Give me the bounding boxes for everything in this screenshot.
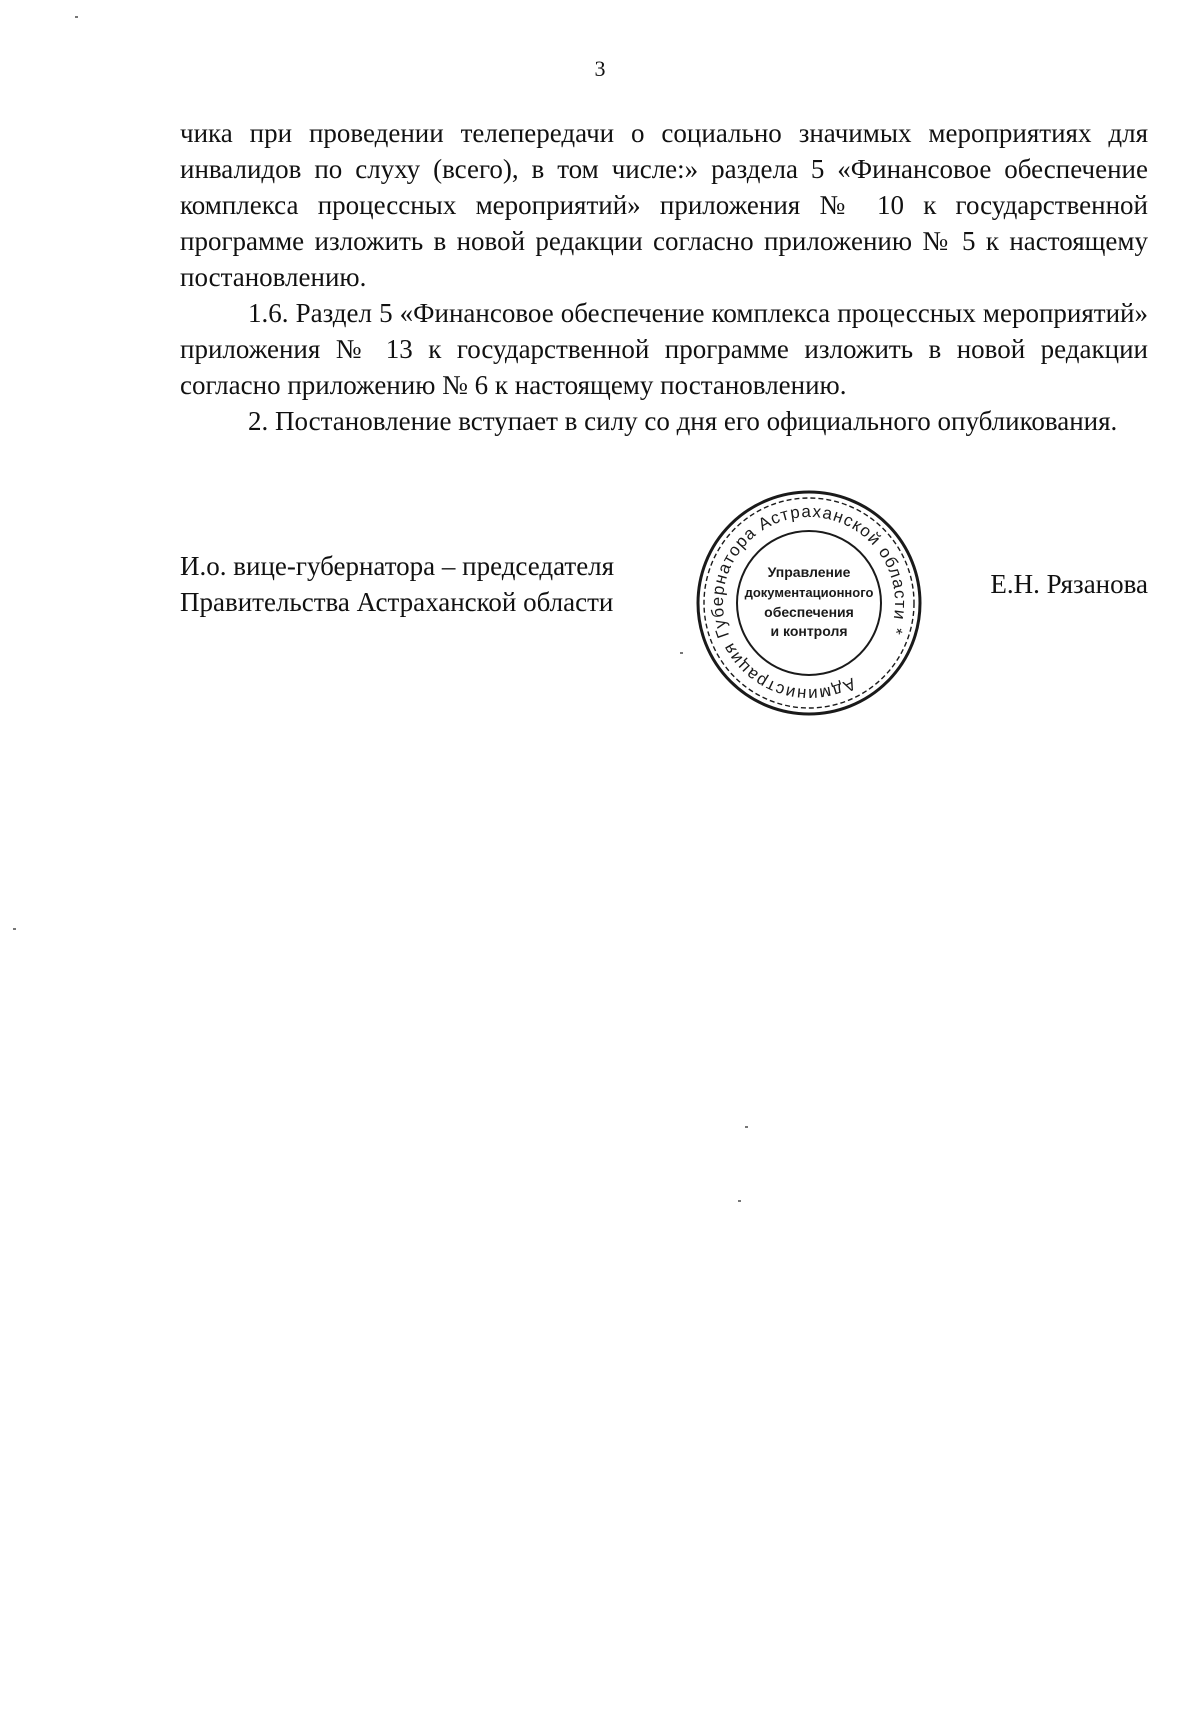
seal-ring-textpath: Администрация Губернатора Астраханской области * — [707, 501, 911, 705]
signature-position — [180, 548, 614, 620]
seal-center-line-2: документационного — [744, 585, 874, 600]
seal-inner-ring — [737, 531, 881, 675]
document-body — [180, 115, 1148, 439]
signature-name: Е.Н. Рязанова — [990, 569, 1148, 599]
signature-position-line-1: И.о. вице-губернатора – председателя — [180, 551, 615, 581]
paragraph-continuation: чика при проведении телепередачи о социально значимых мероприятиях для инвалидов по слуху (всего), в том числе:» раздела 5 «Финансовое обеспечение комплекса процессных мероприятий» приложения № 10 к государственной программе изложить в новой редакции согласно приложению № 5 к настоящему постановлению. — [180, 118, 1148, 292]
scan-speck — [680, 652, 683, 654]
paragraph-2: 2. Постановление вступает в силу со дня его официального опубликования. — [248, 406, 1118, 436]
seal-center-line-4: и контроля — [770, 623, 848, 639]
seal-second-ring — [704, 498, 914, 708]
seal-outer-ring — [698, 492, 920, 714]
scan-speck — [738, 1200, 741, 1202]
official-seal — [694, 488, 924, 718]
seal-center-line-3: обеспечения — [764, 604, 854, 620]
scan-speck — [13, 928, 16, 930]
paragraph-1-6: 1.6. Раздел 5 «Финансовое обеспечение комплекса процессных мероприятий» приложения № 13 к государственной программе изложить в новой редакции согласно приложению № 6 к настоящему постановлению. — [180, 298, 1148, 400]
signature-position-line-2: Правительства Астраханской области — [180, 587, 614, 617]
seal-ring-text — [708, 502, 910, 704]
scan-speck — [745, 1126, 748, 1128]
seal-center-line-1: Управление — [767, 564, 851, 580]
scan-speck — [75, 16, 78, 18]
page-number: 3 — [594, 56, 606, 81]
